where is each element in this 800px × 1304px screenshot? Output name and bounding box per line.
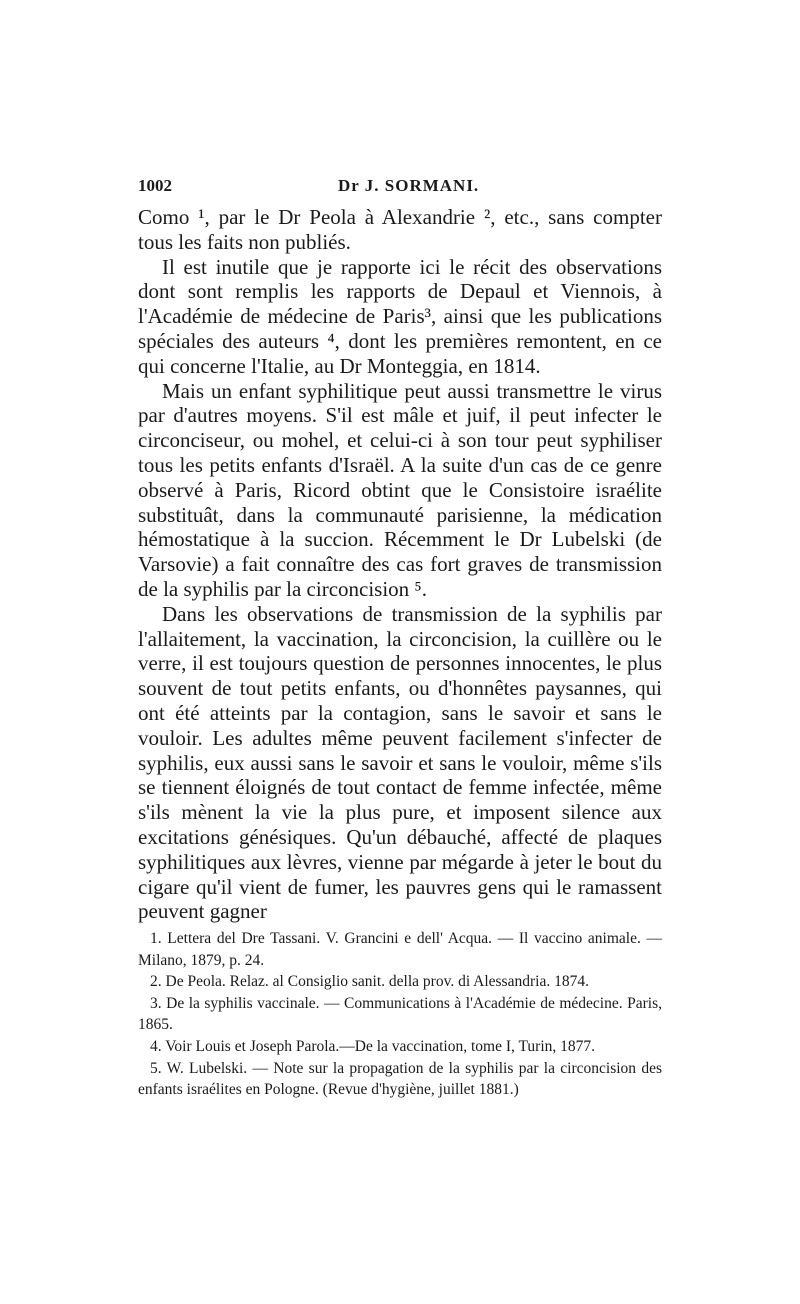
page-header xyxy=(138,176,662,200)
page-number: 1002 xyxy=(138,176,172,195)
paragraph: Il est inutile que je rapporte ici le récit des observations dont sont remplis les rapports de Depaul et Viennois, à l'Académie de médecine de Paris³, ainsi que les publications spéciales des auteurs ⁴, dont les premières remontent, en ce qui concerne l'Italie, au Dr Monteggia, en 1814. xyxy=(138,254,662,378)
paragraph: Mais un enfant syphilitique peut aussi transmettre le virus par d'autres moyens. S'il est mâle et juif, il peut infecter le circonciseur, ou mohel, et celui-ci à son tour peut syphiliser tous les petits enfants d'Israël. A la suite d'un cas de ce genre observé à Paris, Ricord obtint que le Consistoire israélite substituât, dans la communauté parisienne, la médication hémostatique à la succion. Récemment le Dr Lubelski (de Varsovie) a fait connaître des cas fort graves de transmission de la syphilis par la circoncision ⁵. xyxy=(138,378,662,601)
running-title: Dr J. SORMANI. xyxy=(338,176,480,195)
main-text xyxy=(138,205,662,924)
footnote: 5. W. Lubelski. — Note sur la propagation de la syphilis par la circoncision des enfants israélites en Pologne. (Revue d'hygiène, juillet 1881.) xyxy=(138,1059,662,1099)
paragraph: Como ¹, par le Dr Peola à Alexandrie ², etc., sans compter tous les faits non publiés. xyxy=(138,205,662,254)
paragraph: Dans les observations de transmission de la syphilis par l'allaitement, la vaccination, la circoncision, la cuillère ou le verre, il est toujours question de personnes innocentes, le plus souvent de tout petits enfants, ou d'honnêtes paysannes, qui ont été atteints par la contagion, sans le savoir et sans le vouloir. Les adultes même peuvent facilement s'infecter de syphilis, eux aussi sans le savoir et sans le vouloir, même s'ils se tiennent éloignés de tout contact de femme infectée, même s'ils mènent la vie la plus pure, et imposent silence aux excitations génésiques. Qu'un débauché, affecté de plaques syphilitiques aux lèvres, vienne par mégarde à jeter le bout du cigare qu'il vient de fumer, les pauvres gens qui le ramassent peuvent gagner xyxy=(138,601,662,924)
footnote: 2. De Peola. Relaz. al Consiglio sanit. della prov. di Alessandria. 1874. xyxy=(150,973,589,991)
footnote: 3. De la syphilis vaccinale. — Communications à l'Académie de médecine. Paris, 1865. xyxy=(138,994,662,1034)
footnotes xyxy=(138,928,662,1101)
footnote: 1. Lettera del Dre Tassani. V. Grancini e dell' Acqua. — Il vaccino animale. — Milano, 1879, p. 24. xyxy=(138,930,662,969)
footnote: 4. Voir Louis et Joseph Parola.—De la vaccination, tome I, Turin, 1877. xyxy=(150,1037,596,1055)
